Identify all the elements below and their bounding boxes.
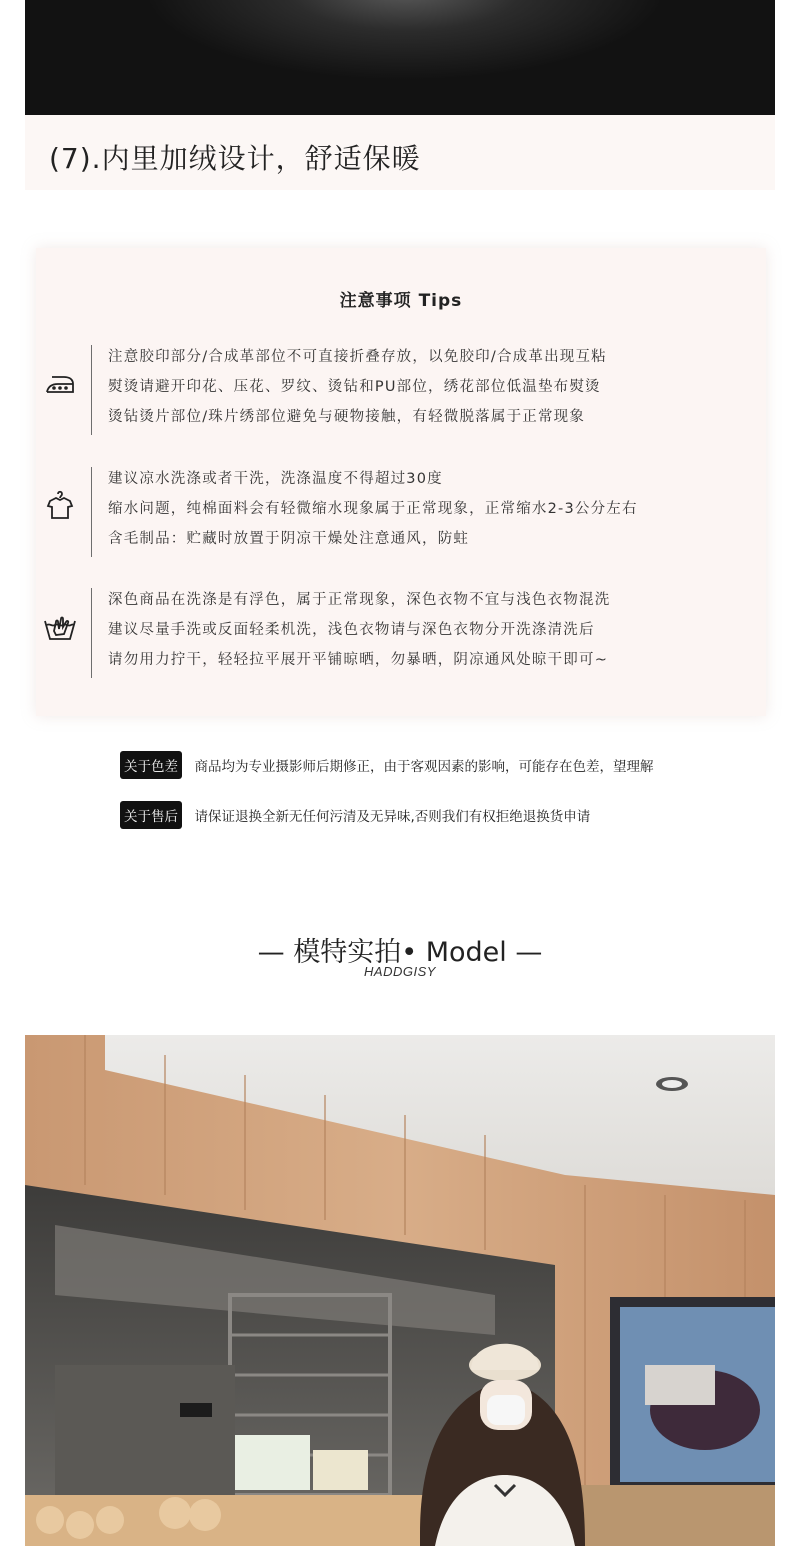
tip-divider [91, 588, 92, 678]
notice-after-sales [120, 801, 590, 827]
tip-line: 熨烫请避开印花、压花、罗纹、烫钻和PU部位，绣花部位低温垫布熨烫 [108, 379, 601, 395]
tip-section-washing [36, 467, 766, 559]
notice-badge: 关于色差 [120, 751, 182, 779]
tip-divider [91, 467, 92, 557]
feature-caption: (7).内里加绒设计，舒适保暖 [49, 142, 421, 175]
tip-line: 含毛制品：贮藏时放置于阴凉干燥处注意通风，防蛀 [108, 531, 470, 547]
tip-line: 缩水问题，纯棉面料会有轻微缩水现象属于正常现象，正常缩水2-3公分左右 [108, 501, 638, 517]
shirt-hanger-icon [42, 487, 78, 523]
tips-title: 注意事项 Tips [339, 291, 463, 311]
tip-line: 请勿用力拧干，轻轻拉平展开平铺晾晒，勿暴晒，阴凉通风处晾干即可~ [108, 652, 609, 668]
notice-color-difference [120, 751, 653, 777]
tip-section-drying [36, 588, 766, 680]
care-tips-card [36, 248, 766, 716]
tip-line: 深色商品在洗涤是有浮色，属于正常现象，深色衣物不宜与浅色衣物混洗 [108, 592, 611, 608]
product-fabric-photo [25, 0, 775, 115]
model-photo [25, 1035, 775, 1546]
notice-text: 请保证退换全新无任何污清及无异味,否则我们有权拒绝退换货申请 [194, 809, 591, 825]
tip-line: 建议尽量手洗或反面轻柔机洗，浅色衣物请与深色衣物分开洗涤清洗后 [108, 622, 595, 638]
notice-badge: 关于售后 [120, 801, 182, 829]
tip-line: 建议凉水洗涤或者干洗，洗涤温度不得超过30度 [108, 471, 443, 487]
notice-text: 商品均为专业摄影师后期修正，由于客观因素的影响，可能存在色差，望理解 [194, 759, 654, 775]
tip-line: 注意胶印部分/合成革部位不可直接折叠存放，以免胶印/合成革出现互粘 [108, 349, 607, 365]
model-section-subheading: HADDGISY [364, 964, 436, 979]
hand-wash-icon [42, 608, 78, 644]
model-section-heading: — 模特实拍• Model — [257, 937, 543, 968]
tip-divider [91, 345, 92, 435]
tip-section-ironing [36, 345, 766, 437]
feature-caption-band [25, 115, 775, 190]
iron-icon [42, 367, 78, 403]
tip-line: 烫钻烫片部位/珠片绣部位避免与硬物接触，有轻微脱落属于正常现象 [108, 409, 586, 425]
